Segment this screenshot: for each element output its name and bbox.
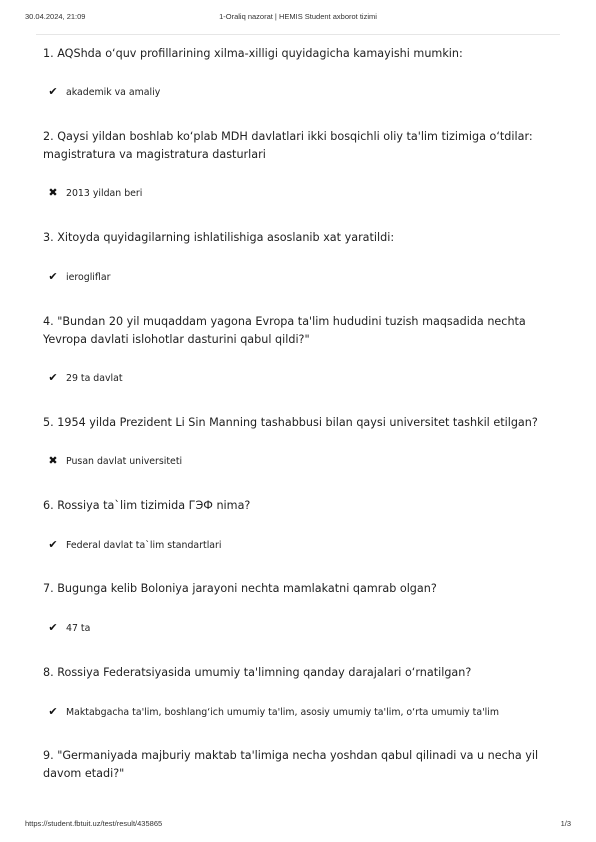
question-item: [43, 580, 553, 634]
answer-text: 2013 yildan beri: [66, 187, 143, 199]
question-text: 1. AQShda o‘quv profillarining xilma-xilligi quyidagicha kamayishi mumkin:: [43, 47, 463, 60]
answer-row: [46, 622, 90, 634]
answer-text: Pusan davlat universiteti: [66, 455, 183, 467]
page-number: 1/3: [560, 819, 571, 828]
print-page-title: 1-Oraliq nazorat | HEMIS Student axborot tizimi: [219, 12, 377, 21]
cross-icon: ✖: [48, 186, 58, 199]
question-text: 8. Rossiya Federatsiyasida umumiy ta'limning qanday darajalari o‘rnatilgan?: [43, 666, 472, 679]
answer-text: ierogliflar: [66, 271, 111, 283]
page-url: https://student.fbtuit.uz/test/result/435865: [25, 819, 163, 828]
check-icon: ✔: [48, 270, 58, 283]
answer-text: 29 ta davlat: [66, 372, 123, 384]
check-icon: ✔: [48, 705, 58, 718]
check-icon: ✔: [48, 538, 58, 551]
question-text: 7. Bugunga kelib Boloniya jarayoni nechta mamlakatni qamrab olgan?: [43, 582, 437, 595]
question-item: [43, 747, 553, 783]
print-footer: [0, 819, 596, 835]
answer-row: [46, 86, 160, 98]
answer-row: [46, 706, 499, 718]
answer-row: [46, 539, 222, 551]
check-icon: ✔: [48, 621, 58, 634]
question-text: 2. Qaysi yildan boshlab ko‘plab MDH davlatlari ikki bosqichli oliy ta'lim tizimiga o‘tdilar: magistratura va magistratura dasturlari: [43, 130, 533, 161]
header-divider: [36, 34, 560, 35]
question-item: [43, 229, 553, 283]
answer-row: [46, 271, 110, 283]
question-text: 4. "Bundan 20 yil muqaddam yagona Evropa ta'lim hududini tuzish maqsadida nechta Yevropa davlati islohotlar dasturini qabul qildi?": [43, 315, 526, 346]
question-text: 3. Xitoyda quyidagilarning ishlatilishiga asoslanib xat yaratildi:: [43, 231, 395, 244]
cross-icon: ✖: [48, 454, 58, 467]
question-item: [43, 128, 553, 199]
question-text: 9. "Germaniyada majburiy maktab ta'limiga necha yoshdan qabul qilinadi va u necha yil davom etadi?": [43, 749, 539, 780]
check-icon: ✔: [48, 371, 58, 384]
answer-row: [46, 372, 123, 384]
question-item: [43, 497, 553, 551]
answer-text: Federal davlat ta`lim standartlari: [66, 539, 222, 551]
question-text: 6. Rossiya ta`lim tizimida ГЭФ nima?: [43, 499, 251, 512]
question-text: 5. 1954 yilda Prezident Li Sin Manning tashabbusi bilan qaysi universitet tashkil etilgan?: [43, 416, 538, 429]
print-datetime: 30.04.2024, 21:09: [25, 12, 86, 21]
answer-row: [46, 187, 142, 199]
answer-text: akademik va amaliy: [66, 86, 161, 98]
question-item: [43, 664, 553, 718]
check-icon: ✔: [48, 85, 58, 98]
question-item: [43, 313, 553, 384]
print-header: [0, 0, 596, 28]
answer-text: Maktabgacha ta'lim, boshlang‘ich umumiy ta'lim, asosiy umumiy ta'lim, o‘rta umumiy ta'lim: [66, 706, 500, 718]
question-item: [43, 414, 553, 467]
answer-row: [46, 455, 182, 467]
answer-text: 47 ta: [66, 622, 91, 634]
question-item: [43, 45, 553, 98]
